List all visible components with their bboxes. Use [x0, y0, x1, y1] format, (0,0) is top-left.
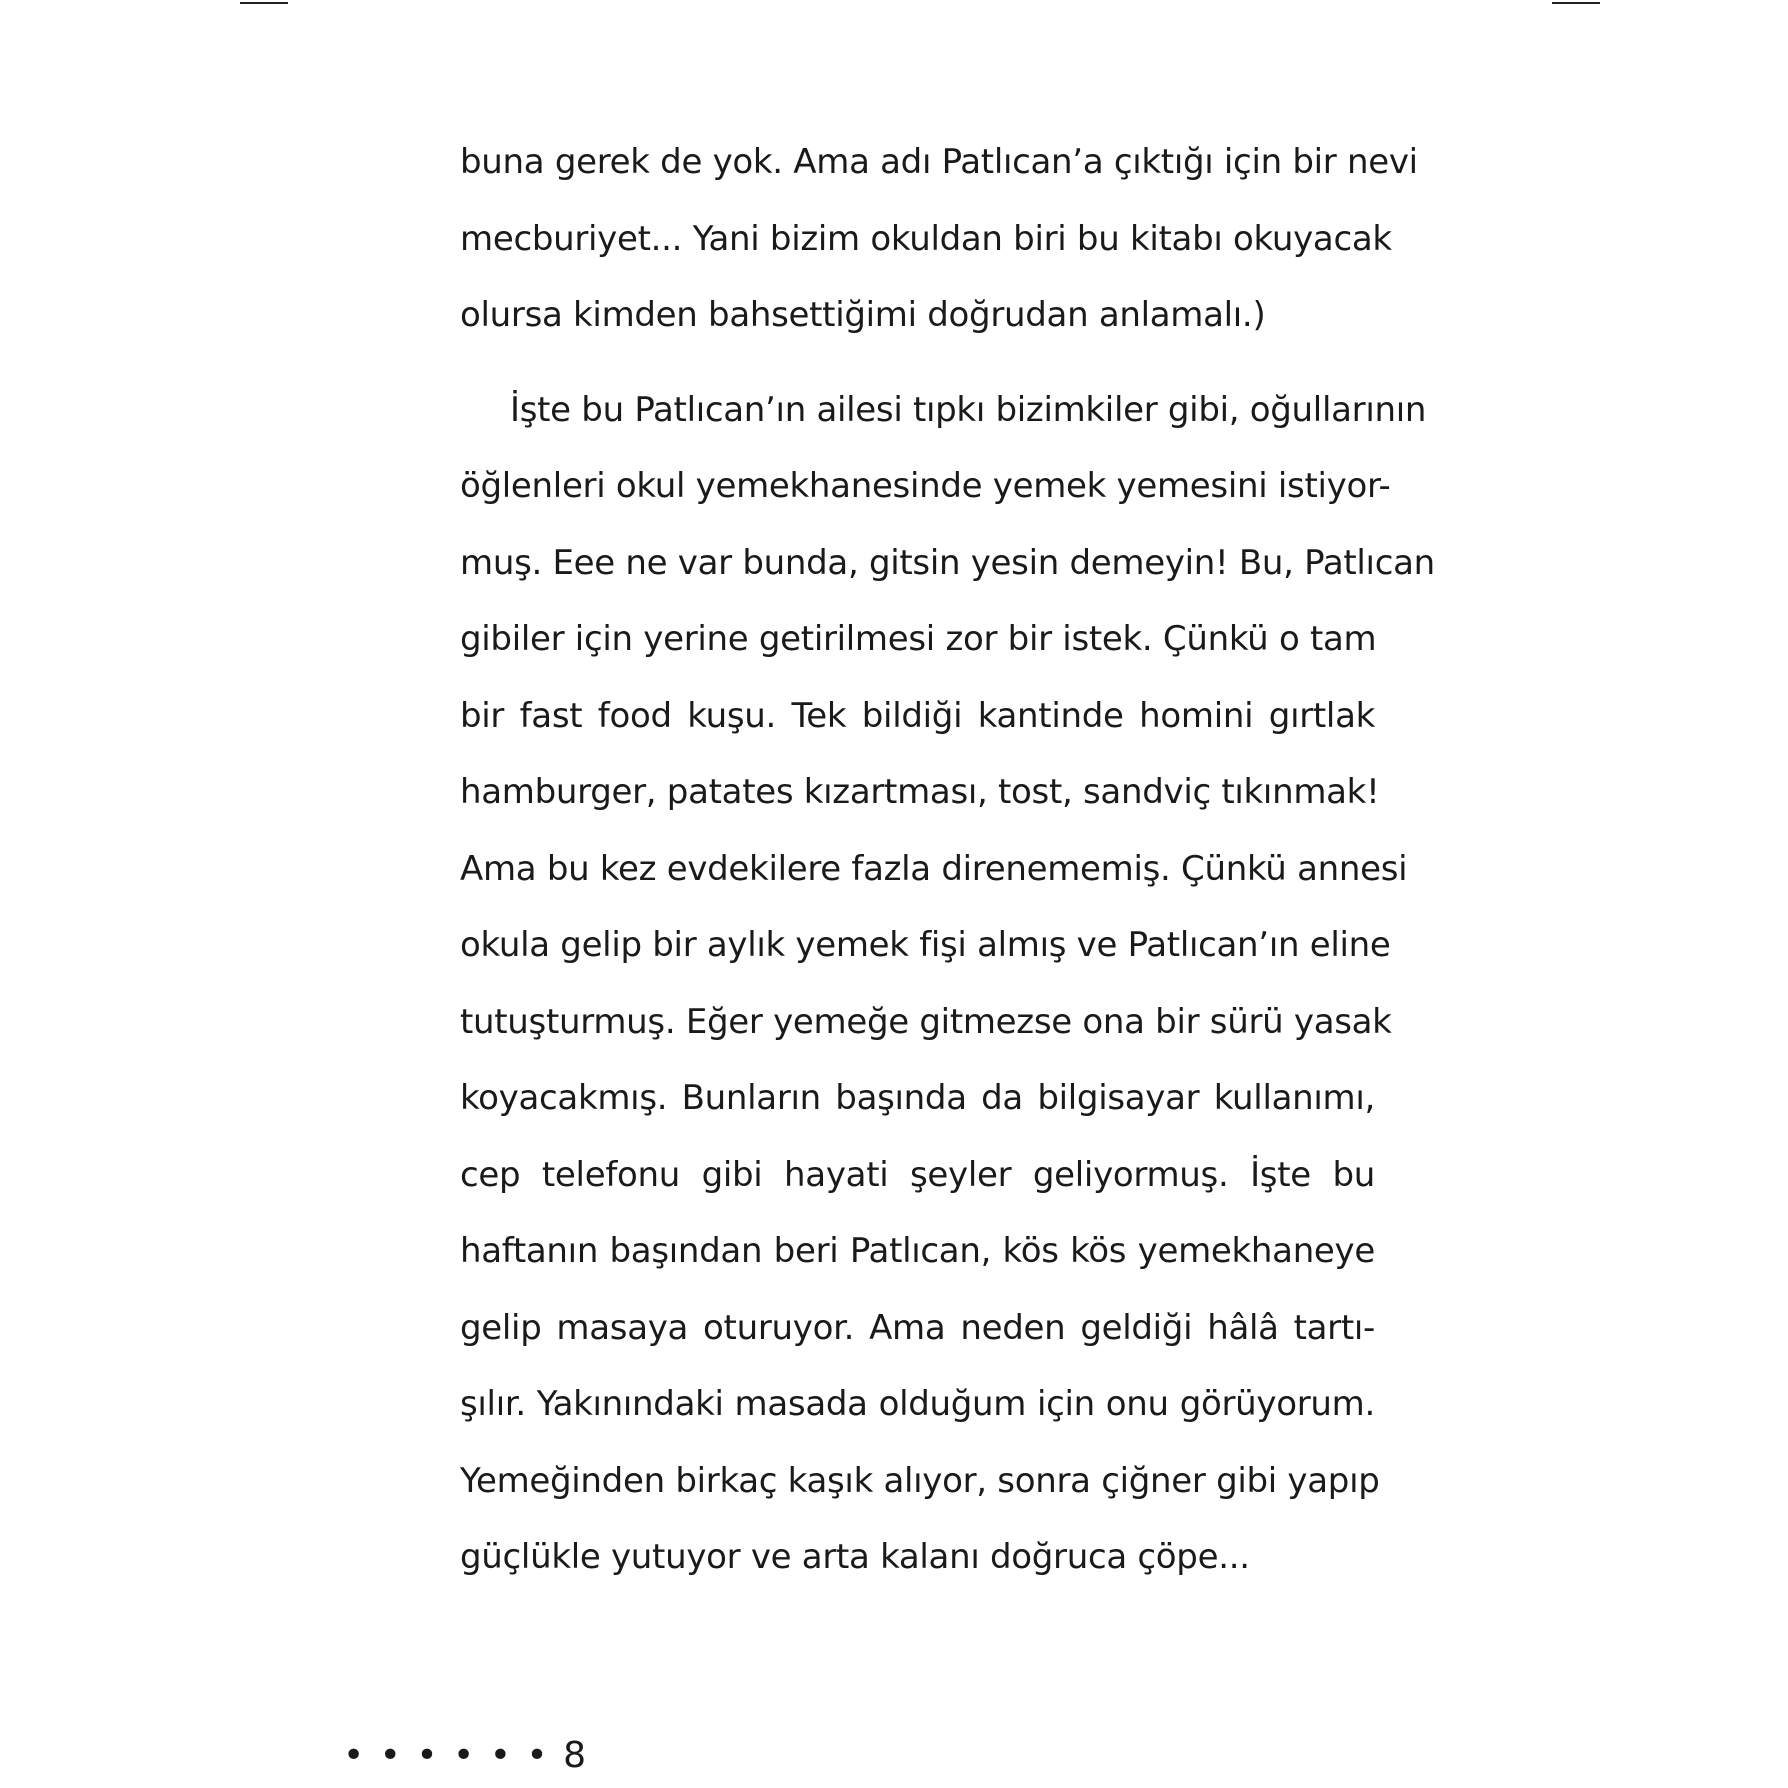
body-text: [460, 124, 1435, 1596]
text-line: Yemeğinden birkaç kaşık alıyor, sonra çiğner gibi yapıp: [460, 1460, 1380, 1501]
text-line: mecburiyet... Yani bizim okuldan biri bu kitabı okuyacak: [460, 218, 1392, 259]
text-line: şılır. Yakınındaki masada olduğum için onu görüyorum.: [460, 1384, 1375, 1424]
text-line: tutuşturmuş. Eğer yemeğe gitmezse ona bir sürü yasak: [460, 1001, 1392, 1042]
text-line: cep telefonu gibi hayati şeyler geliyormuş. İşte bu: [460, 1154, 1375, 1195]
text-line: muş. Eee ne var bunda, gitsin yesin demeyin! Bu, Patlıcan: [460, 542, 1435, 583]
paragraph-gap: [460, 354, 1375, 372]
text-line: öğlenleri okul yemekhanesinde yemek yemesini istiyor-: [460, 466, 1391, 506]
text-line: gelip masaya oturuyor. Ama neden geldiği hâlâ tartı-: [460, 1307, 1375, 1348]
text-line: olursa kimden bahsettiğimi doğrudan anlamalı.): [460, 295, 1266, 335]
crop-mark-right: [1552, 2, 1600, 4]
text-line: İşte bu Patlıcan’ın ailesi tıpkı bizimkiler gibi, oğullarının: [510, 389, 1427, 430]
text-line: buna gerek de yok. Ama adı Patlıcan’a çıktığı için bir nevi: [460, 142, 1418, 182]
page-folio: [343, 1735, 588, 1776]
folio-leader-dots: • • • • • •: [343, 1735, 550, 1776]
text-line: güçlükle yutuyor ve arta kalanı doğruca çöpe...: [460, 1537, 1250, 1577]
paragraph-1: [460, 124, 1418, 354]
paragraph-2: [460, 372, 1435, 1596]
text-line: haftanın başından beri Patlıcan, kös kös yemekhaneye: [460, 1231, 1375, 1271]
text-line: gibiler için yerine getirilmesi zor bir istek. Çünkü o tam: [460, 619, 1377, 659]
text-line: Ama bu kez evdekilere fazla direnememiş. Çünkü annesi: [460, 848, 1408, 889]
text-line: koyacakmış. Bunların başında da bilgisayar kullanımı,: [460, 1078, 1375, 1118]
page-number: 8: [563, 1735, 588, 1776]
text-line: bir fast food kuşu. Tek bildiği kantinde homini gırtlak: [460, 695, 1375, 736]
text-line: okula gelip bir aylık yemek fişi almış ve Patlıcan’ın eline: [460, 925, 1391, 965]
crop-mark-left: [240, 2, 288, 4]
text-line: hamburger, patates kızartması, tost, sandviç tıkınmak!: [460, 772, 1380, 812]
